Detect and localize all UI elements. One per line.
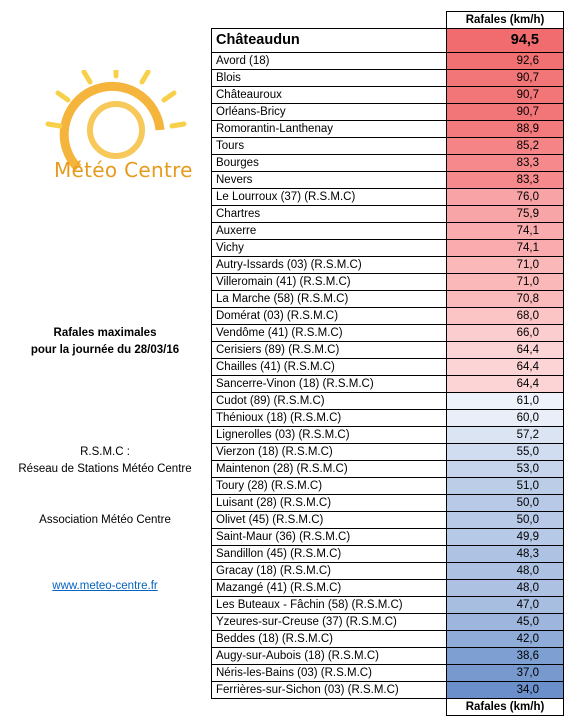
gust-value: 55,0 xyxy=(447,444,564,461)
table-row xyxy=(212,682,564,699)
table-row xyxy=(212,342,564,359)
title-line1: Rafales maximales xyxy=(53,327,157,339)
table-row xyxy=(212,376,564,393)
gust-value: 70,8 xyxy=(447,291,564,308)
station-name: Beddes (18) (R.S.M.C) xyxy=(212,631,447,648)
table-row xyxy=(212,546,564,563)
station-name: Blois xyxy=(212,70,447,87)
station-name: Néris-les-Bains (03) (R.S.M.C) xyxy=(212,665,447,682)
station-name: Olivet (45) (R.S.M.C) xyxy=(212,512,447,529)
table-row xyxy=(212,308,564,325)
logo-text: Météo Centre xyxy=(54,158,193,182)
gust-value: 48,3 xyxy=(447,546,564,563)
table-row xyxy=(212,257,564,274)
gust-value: 48,0 xyxy=(447,563,564,580)
station-name: Cerisiers (89) (R.S.M.C) xyxy=(212,342,447,359)
gust-value: 90,7 xyxy=(447,104,564,121)
column-header: Rafales (km/h) xyxy=(447,12,564,29)
gust-value: 37,0 xyxy=(447,665,564,682)
station-name: Cudot (89) (R.S.M.C) xyxy=(212,393,447,410)
table-row xyxy=(212,563,564,580)
gust-value: 75,9 xyxy=(447,206,564,223)
table-row xyxy=(212,529,564,546)
station-name: Vierzon (18) (R.S.M.C) xyxy=(212,444,447,461)
gust-value: 57,2 xyxy=(447,427,564,444)
station-name: Autry-Issards (03) (R.S.M.C) xyxy=(212,257,447,274)
station-name: Vendôme (41) (R.S.M.C) xyxy=(212,325,447,342)
table-row xyxy=(212,29,564,53)
association-label: Association Météo Centre xyxy=(39,514,171,526)
gust-value: 61,0 xyxy=(447,393,564,410)
table-row xyxy=(212,121,564,138)
gust-value: 42,0 xyxy=(447,631,564,648)
gust-value: 64,4 xyxy=(447,376,564,393)
station-name: Châteauroux xyxy=(212,87,447,104)
station-name: Vichy xyxy=(212,240,447,257)
table-row xyxy=(212,53,564,70)
gust-value: 64,4 xyxy=(447,359,564,376)
gusts-table xyxy=(211,11,564,716)
header-blank xyxy=(212,12,447,29)
table-row xyxy=(212,223,564,240)
table-row xyxy=(212,206,564,223)
gust-value: 53,0 xyxy=(447,461,564,478)
gust-value: 74,1 xyxy=(447,240,564,257)
gust-value: 83,3 xyxy=(447,172,564,189)
table-row xyxy=(212,444,564,461)
footer-blank xyxy=(212,699,447,716)
station-name: Orléans-Bricy xyxy=(212,104,447,121)
website-link[interactable]: www.meteo-centre.fr xyxy=(52,580,158,592)
gust-value: 94,5 xyxy=(447,29,564,53)
gust-value: 76,0 xyxy=(447,189,564,206)
station-name: Sancerre-Vinon (18) (R.S.M.C) xyxy=(212,376,447,393)
station-name: Luisant (28) (R.S.M.C) xyxy=(212,495,447,512)
rsmc-description: Réseau de Stations Météo Centre xyxy=(18,463,192,475)
table-row xyxy=(212,274,564,291)
station-name: La Marche (58) (R.S.M.C) xyxy=(212,291,447,308)
station-name: Saint-Maur (36) (R.S.M.C) xyxy=(212,529,447,546)
station-name: Les Buteaux - Fâchin (58) (R.S.M.C) xyxy=(212,597,447,614)
station-name: Thénioux (18) (R.S.M.C) xyxy=(212,410,447,427)
table-row xyxy=(212,580,564,597)
table-row xyxy=(212,189,564,206)
station-name: Villeromain (41) (R.S.M.C) xyxy=(212,274,447,291)
gust-value: 51,0 xyxy=(447,478,564,495)
station-name: Ferrières-sur-Sichon (03) (R.S.M.C) xyxy=(212,682,447,699)
table-row xyxy=(212,631,564,648)
table-row xyxy=(212,512,564,529)
station-name: Chartres xyxy=(212,206,447,223)
station-name: Avord (18) xyxy=(212,53,447,70)
gust-value: 66,0 xyxy=(447,325,564,342)
table-row xyxy=(212,427,564,444)
table-row xyxy=(212,461,564,478)
table-row xyxy=(212,614,564,631)
table-row xyxy=(212,410,564,427)
station-name: Gracay (18) (R.S.M.C) xyxy=(212,563,447,580)
table-row xyxy=(212,648,564,665)
station-name: Sandillon (45) (R.S.M.C) xyxy=(212,546,447,563)
gust-value: 88,9 xyxy=(447,121,564,138)
gust-value: 64,4 xyxy=(447,342,564,359)
station-name: Auxerre xyxy=(212,223,447,240)
table-row xyxy=(212,359,564,376)
table-row xyxy=(212,172,564,189)
gust-value: 38,6 xyxy=(447,648,564,665)
table-row xyxy=(212,87,564,104)
station-name: Toury (28) (R.S.M.C) xyxy=(212,478,447,495)
rsmc-label: R.S.M.C : xyxy=(80,446,130,458)
column-footer: Rafales (km/h) xyxy=(447,699,564,716)
gust-value: 71,0 xyxy=(447,257,564,274)
gust-value: 60,0 xyxy=(447,410,564,427)
gust-value: 90,7 xyxy=(447,70,564,87)
station-name: Romorantin-Lanthenay xyxy=(212,121,447,138)
station-name: Le Lourroux (37) (R.S.M.C) xyxy=(212,189,447,206)
table-row xyxy=(212,665,564,682)
gust-value: 74,1 xyxy=(447,223,564,240)
gust-value: 34,0 xyxy=(447,682,564,699)
gust-value: 92,6 xyxy=(447,53,564,70)
station-name: Chailles (41) (R.S.M.C) xyxy=(212,359,447,376)
station-name: Maintenon (28) (R.S.M.C) xyxy=(212,461,447,478)
gust-value: 47,0 xyxy=(447,597,564,614)
title-line2: pour la journée du 28/03/16 xyxy=(30,344,180,356)
gust-value: 71,0 xyxy=(447,274,564,291)
table-row xyxy=(212,597,564,614)
station-name: Domérat (03) (R.S.M.C) xyxy=(212,308,447,325)
table-row xyxy=(212,495,564,512)
gust-value: 50,0 xyxy=(447,495,564,512)
gust-value: 90,7 xyxy=(447,87,564,104)
gust-value: 48,0 xyxy=(447,580,564,597)
gust-value: 85,2 xyxy=(447,138,564,155)
table-row xyxy=(212,325,564,342)
table-row xyxy=(212,478,564,495)
gust-value: 45,0 xyxy=(447,614,564,631)
sun-icon xyxy=(48,70,184,168)
gust-value: 83,3 xyxy=(447,155,564,172)
station-name: Nevers xyxy=(212,172,447,189)
table-row xyxy=(212,240,564,257)
station-name: Lignerolles (03) (R.S.M.C) xyxy=(212,427,447,444)
gust-value: 68,0 xyxy=(447,308,564,325)
table-row xyxy=(212,393,564,410)
station-name: Mazangé (41) (R.S.M.C) xyxy=(212,580,447,597)
station-name: Tours xyxy=(212,138,447,155)
station-name: Augy-sur-Aubois (18) (R.S.M.C) xyxy=(212,648,447,665)
station-name: Bourges xyxy=(212,155,447,172)
table-row xyxy=(212,104,564,121)
gust-value: 49,9 xyxy=(447,529,564,546)
station-name: Yzeures-sur-Creuse (37) (R.S.M.C) xyxy=(212,614,447,631)
station-name: Châteaudun xyxy=(212,29,447,53)
table-row xyxy=(212,291,564,308)
table-row xyxy=(212,138,564,155)
gust-value: 50,0 xyxy=(447,512,564,529)
table-row xyxy=(212,70,564,87)
table-row xyxy=(212,155,564,172)
